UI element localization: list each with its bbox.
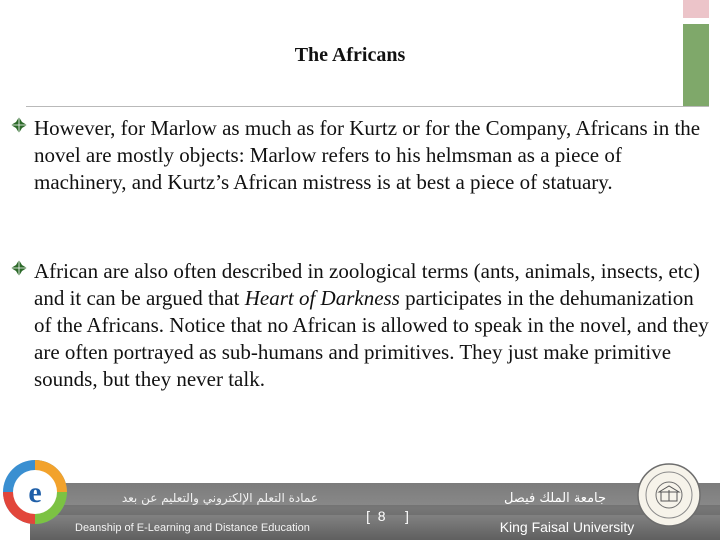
diamond-bullet-icon [10,259,28,277]
page-indicator [360,508,415,524]
corner-accent-pink [683,0,709,18]
book-title-italic: Heart of Darkness [244,286,400,310]
bullet-text-2-after: participates in the dehumanization of the Africans. Notice that no African is allowed to speak in the novel, and they are often portrayed as sub-humans and primitives. They just make primitive sounds, but they never talk. [34,286,709,391]
slide-title: The Africans [294,44,406,66]
university-seal-icon [636,462,702,528]
bullet-text-2 [34,258,714,393]
e-learning-logo-icon [0,457,70,527]
svg-text:e: e [28,476,42,509]
university-arabic-name: جامعة الملك فيصل [503,491,607,506]
bullet-text-2-before: African are also often described in zoological terms (ants, animals, insects, etc) and it can be argued that [34,259,700,310]
deanship-english-name: Deanship of E-Learning and Distance Education [75,522,310,534]
title-divider [26,106,709,107]
diamond-bullet-icon [10,116,28,134]
page-bracket-close: ] [405,508,409,524]
page-bracket-open: [ [366,508,370,524]
university-english-name: King Faisal University [499,519,635,535]
bullet-text-1: However, for Marlow as much as for Kurtz or for the Company, Africans in the novel are mostly objects: Marlow refers to his helmsman as a piece of machinery, and Kurtz’s African mistress is at best a piece of statuary. [34,116,701,194]
page-number: 8 [377,508,386,524]
deanship-arabic-name: عمادة التعلم الإلكتروني والتعليم عن بعد [121,491,318,505]
corner-accent-green [683,24,709,106]
